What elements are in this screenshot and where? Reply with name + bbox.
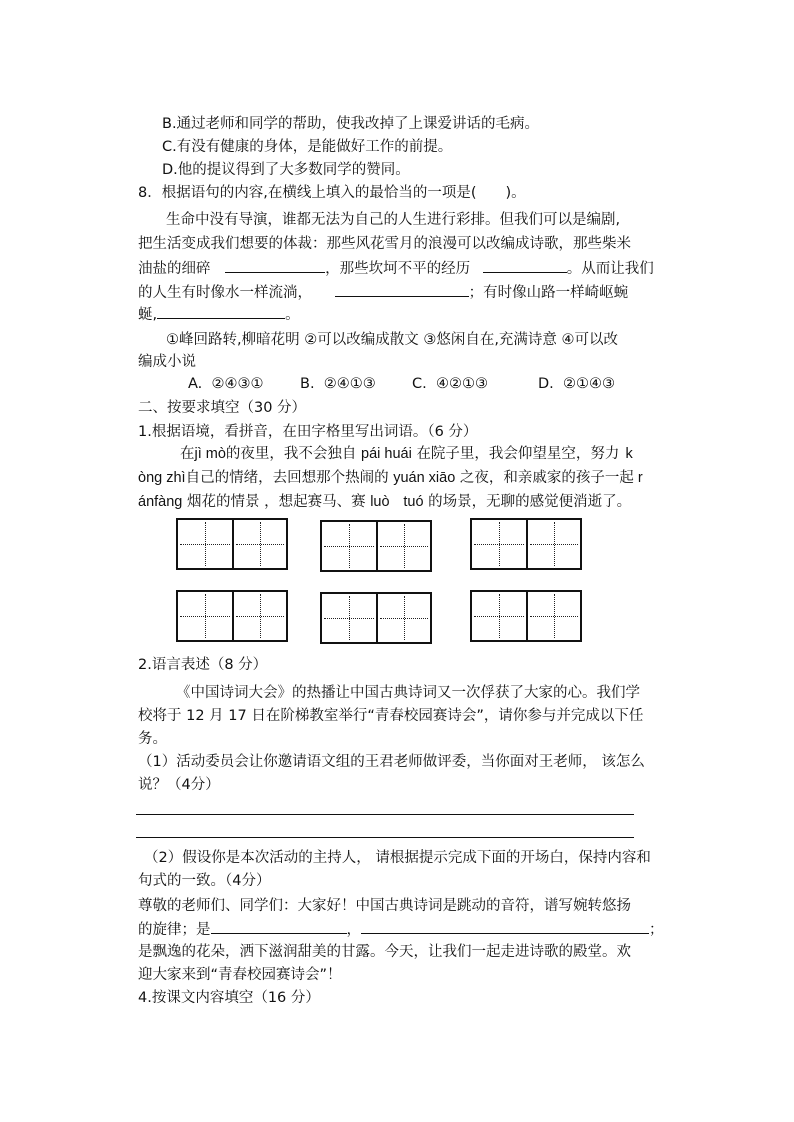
- pinyin: tuó: [403, 494, 424, 510]
- answer-line[interactable]: [136, 814, 634, 815]
- q2-intro-line: 《中国诗词大会》的热播让中国古典诗词又一次俘获了大家的心。我们学: [176, 685, 640, 701]
- q2-intro-line: 校将于 12 月 17 日在阶梯教室举行“青春校园赛诗会”，请你参与并完成以下任: [138, 708, 644, 724]
- pinyin: òng zhì: [138, 470, 186, 486]
- q2-subquestion-1: （1）活动委员会让你邀请语文组的王君老师做评委，当你面对王老师， 该怎么: [138, 754, 645, 770]
- context-text: 自己的情绪，去回想那个热闹的: [185, 470, 389, 486]
- q8-choices: ①峰回路转,柳暗花明 ②可以改编成散文 ③悠闲自在,充满诗意 ④可以改: [166, 332, 619, 348]
- pinyin: r: [637, 470, 643, 486]
- context-text: 的场景，无聊的感觉便消逝了。: [428, 494, 632, 510]
- q8-text: 。从而让我们: [566, 261, 654, 277]
- pinyin: ánfàng: [138, 494, 183, 510]
- q8-blank-2[interactable]: [483, 258, 567, 273]
- q8-passage-line: 把生活变成我们想要的体裁：那些风花雪月的浪漫可以改编成诗歌，那些柴米: [138, 236, 631, 252]
- opening-text: ，: [346, 922, 361, 938]
- answer-value: ②①④③: [563, 376, 615, 392]
- q4-title: 4.按课文内容填空（16 分）: [138, 990, 320, 1006]
- q8-answer-c[interactable]: [412, 374, 488, 394]
- opening-line: 迎大家来到“青春校园赛诗会”！: [138, 967, 342, 983]
- q8-text: 油盐的细碎: [138, 261, 211, 277]
- context-text: 在院子里，我会仰望星空，努力: [416, 446, 620, 462]
- answer-value: ②④③①: [211, 376, 264, 392]
- q8-passage-line: [138, 282, 628, 303]
- q2-subquestion-2: （2）假设你是本次活动的主持人， 请根据提示完成下面的开场白，保持内容和: [144, 850, 651, 866]
- q8-text: 蜒,: [138, 307, 158, 323]
- answer-label: D.: [538, 376, 554, 392]
- answer-label: C.: [412, 376, 427, 392]
- pinyin: jì mò: [194, 446, 226, 462]
- q7-option-c: C.有没有健康的身体，是能做好工作的前提。: [162, 139, 453, 155]
- q7-option-d: D.他的提议得到了大多数同学的赞同。: [162, 162, 410, 178]
- opening-line: 尊敬的老师们、同学们：大家好！中国古典诗词是跳动的音符，谱写婉转悠扬: [138, 898, 631, 914]
- answer-value: ②④①③: [323, 376, 376, 392]
- q8-stem: 8．根据语句的内容,在横线上填入的最恰当的一项是( )。: [138, 185, 526, 201]
- writing-grid[interactable]: [176, 590, 288, 642]
- q8-passage-line: 生命中没有导演，谁都无法为自己的人生进行彩排。但我们可以是编剧,: [166, 212, 621, 228]
- answer-label: A.: [188, 376, 203, 392]
- opening-text: 的旋律；是: [138, 922, 211, 938]
- q8-text: ；有时像山路一样崎岖蜿: [468, 285, 629, 301]
- q8-blank-3[interactable]: [335, 282, 469, 297]
- opening-line: [138, 919, 664, 940]
- pinyin: luò: [370, 494, 390, 510]
- opening-line: 是飘逸的花朵，洒下滋润甜美的甘露。今天，让我们一起走进诗歌的殿堂。欢: [138, 944, 631, 960]
- opening-text: ；: [649, 922, 664, 938]
- q2-intro-line: 务。: [138, 731, 167, 747]
- q8-answer-d[interactable]: [538, 374, 615, 394]
- q8-passage-line: [138, 258, 654, 279]
- pinyin: pái huái: [361, 446, 412, 462]
- writing-grid[interactable]: [320, 592, 432, 644]
- q8-passage-line: [138, 304, 300, 325]
- q1-context-line: [138, 468, 643, 488]
- q8-blank-1[interactable]: [225, 258, 325, 273]
- q2-title: 2.语言表述（8 分）: [138, 657, 268, 673]
- q2-subquestion-1: 说？（4分）: [138, 777, 220, 793]
- writing-grid[interactable]: [176, 518, 288, 570]
- writing-grid[interactable]: [470, 590, 582, 642]
- writing-grid[interactable]: [320, 520, 432, 572]
- context-text: 在: [180, 446, 195, 462]
- answer-value: ④②①③: [435, 376, 488, 392]
- context-text: 的夜里，我不会独自: [225, 446, 357, 462]
- answer-label: B.: [300, 376, 315, 392]
- q8-text: 的人生有时像水一样流淌，: [138, 285, 312, 301]
- q2-subquestion-2: 句式的一致。（4分）: [138, 873, 271, 889]
- context-text: 之夜，和亲戚家的孩子一起: [459, 470, 634, 486]
- q8-choices: 编成小说: [138, 354, 196, 370]
- q8-answer-b[interactable]: [300, 374, 376, 394]
- pinyin: yuán xiāo: [393, 470, 456, 486]
- q8-answer-a[interactable]: [188, 374, 264, 394]
- q7-option-b: B.通过老师和同学的帮助，使我改掉了上课爱讲话的毛病。: [162, 116, 540, 132]
- context-text: 烟花的情景 ，想起赛马、赛: [186, 494, 366, 510]
- q1-context-line: [180, 444, 633, 464]
- opening-blank-2[interactable]: [361, 919, 649, 934]
- opening-blank-1[interactable]: [211, 919, 347, 934]
- q8-blank-4[interactable]: [157, 304, 285, 319]
- q1-context-line: [138, 492, 631, 512]
- section-heading: 二、按要求填空（30 分）: [138, 400, 307, 416]
- pinyin: k: [625, 446, 633, 462]
- q8-text: ，那些坎坷不平的经历: [325, 261, 471, 277]
- q1-title: 1.根据语境，看拼音，在田字格里写出词语。（6 分）: [138, 424, 478, 440]
- writing-grid[interactable]: [470, 518, 582, 570]
- q8-text: 。: [285, 307, 300, 323]
- answer-line[interactable]: [136, 837, 634, 838]
